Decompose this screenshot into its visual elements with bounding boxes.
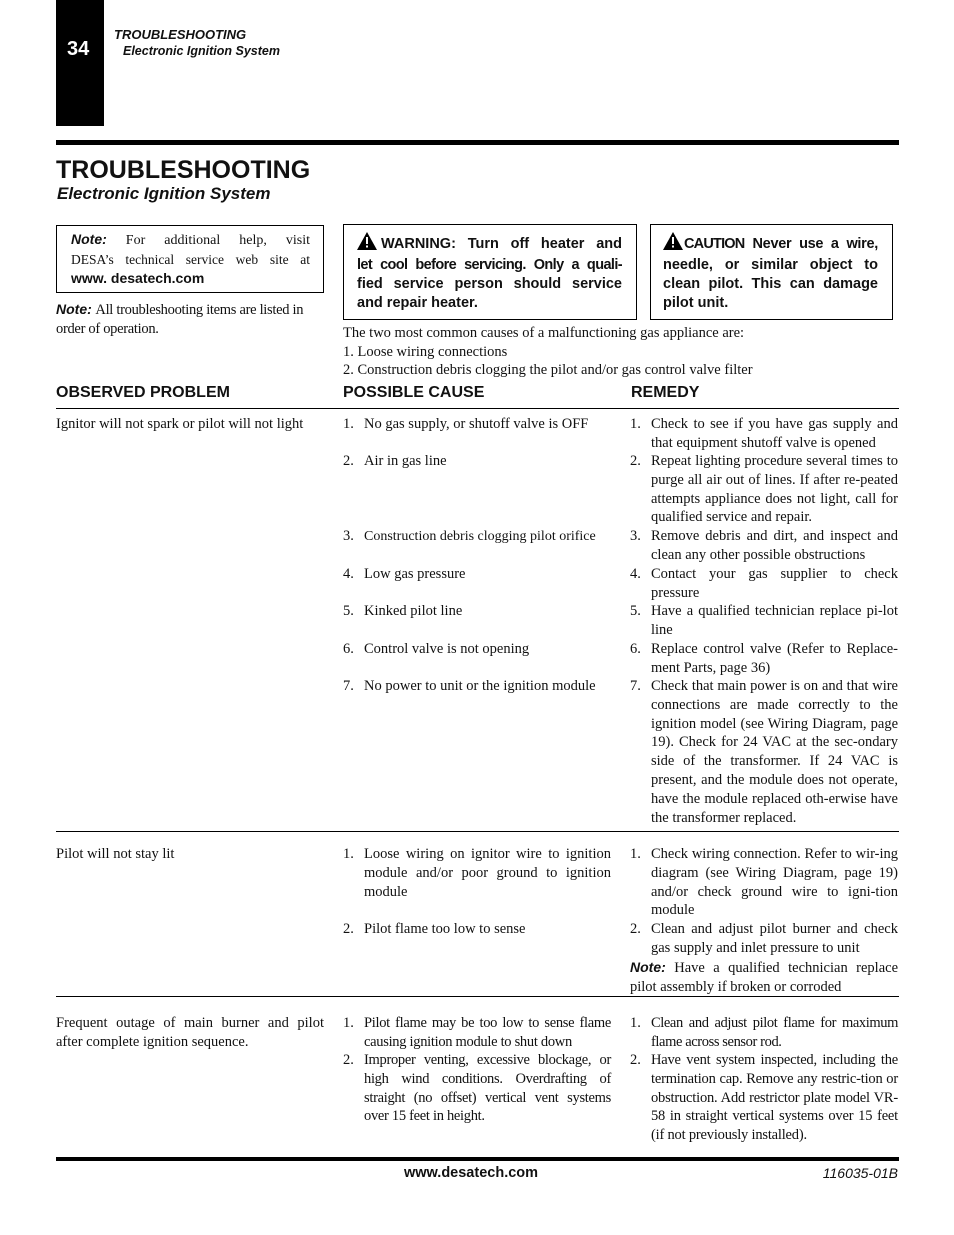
common-causes-intro	[343, 324, 899, 380]
problem-text: Frequent outage of main burner and pilot after complete ignition sequence.	[56, 1015, 324, 1050]
row-divider	[56, 996, 899, 997]
remedy-text: Clean and adjust pilot flame for maximum flame across sensor rod.	[651, 1015, 898, 1050]
remedy-text: Remove debris and dirt, and inspect and clean any other possible obstructions	[651, 528, 898, 563]
cause-number: 2.	[343, 453, 354, 469]
remedy-item	[630, 415, 898, 453]
column-header-problem: OBSERVED PROBLEM	[56, 384, 230, 401]
remedy-number: 2.	[630, 453, 641, 469]
remedy-text: Have a qualified technician replace pi-lot line	[651, 603, 898, 638]
remedy-note	[630, 958, 898, 997]
remedy-text: Check that main power is on and that wire connections are made correctly to the ignition model (see Wiring Diagram, page 19). Check for 24 VAC at the sec-ondary side of the transformer. If 24 VAC is present, and the module does not operate, have the module replaced oth-erwise have the transformer replaced.	[651, 678, 898, 826]
help-note-box	[56, 225, 324, 293]
remedy-item	[630, 527, 898, 565]
cause-text: Loose wiring on ignitor wire to ignition module and/or poor ground to ignition module	[364, 846, 611, 900]
cause-item	[343, 920, 615, 939]
intro-item: 1. Loose wiring connections	[343, 343, 508, 360]
intro-item: 2. Construction debris clogging the pilot and/or gas control valve filter	[343, 362, 753, 378]
cause-text: No power to unit or the ignition module	[364, 678, 596, 694]
cause-item	[343, 845, 611, 901]
remedy-number: 1.	[630, 1015, 641, 1031]
caution-icon	[663, 232, 683, 256]
cause-text: Control valve is not opening	[364, 641, 530, 657]
warning-label: WARNING:	[381, 236, 456, 252]
problem-text: Pilot will not stay lit	[56, 846, 175, 862]
column-header-remedy: REMEDY	[631, 384, 700, 401]
remedy-note-text: Have a qualified technician replace pilot assembly if broken or corroded	[630, 960, 899, 995]
cause-text: Construction debris clogging pilot orifice	[364, 529, 596, 544]
remedy-number: 4.	[630, 566, 641, 582]
warning-box	[343, 224, 637, 320]
remedy-text: Repeat lighting procedure several times to purge all air out of lines. If after re-peated attempts appliance does not light, call for qualified service and repair.	[651, 453, 898, 526]
note-label: Note:	[630, 959, 666, 975]
remedy-item	[630, 920, 898, 958]
remedy-text: Contact your gas supplier to check pressure	[651, 566, 898, 601]
cause-item	[343, 1014, 611, 1052]
remedy-number: 6.	[630, 641, 641, 657]
remedy-number: 7.	[630, 678, 641, 694]
remedy-item	[630, 845, 898, 920]
cause-number: 4.	[343, 566, 354, 582]
remedy-item	[630, 1014, 898, 1052]
note-line-1: For additional help, visit	[125, 233, 310, 248]
cause-item	[343, 527, 615, 547]
column-header-cause: POSSIBLE CAUSE	[343, 384, 485, 401]
cause-number: 3.	[343, 528, 354, 544]
remedy-item	[630, 565, 898, 603]
remedy-number: 1.	[630, 846, 641, 862]
order-note-text: All troubleshooting items are listed in order of operation.	[56, 302, 304, 337]
problem-text: Ignitor will not spark or pilot will not light	[56, 416, 304, 432]
cause-number: 1.	[343, 846, 354, 862]
cause-number: 2.	[343, 1052, 354, 1068]
page-title: TROUBLESHOOTING	[56, 156, 311, 184]
cause-item	[343, 602, 615, 621]
cause-item	[343, 677, 623, 696]
remedy-text: Replace control valve (Refer to Replace-ment Parts, page 36)	[651, 641, 898, 676]
remedy-text: Have vent system inspected, including the termination cap. Remove any restric-tion or obstruction. Add restrictor plate model VR-58 in straight vertical systems over 15 feet (if not previously installed).	[651, 1052, 898, 1144]
cause-text: Low gas pressure	[364, 566, 466, 582]
order-note	[56, 300, 324, 339]
cause-number: 1.	[343, 416, 354, 432]
remedy-item	[630, 1051, 898, 1145]
cause-item	[343, 565, 615, 584]
intro-lead: The two most common causes of a malfunctioning gas appliance are:	[343, 325, 745, 341]
caution-line: clean pilot. This can damage	[663, 276, 878, 292]
header-rule	[56, 140, 899, 145]
warning-icon	[357, 232, 377, 256]
cause-number: 1.	[343, 1015, 354, 1031]
caution-label: CAUTION	[684, 236, 745, 252]
cause-item	[343, 640, 615, 659]
caution-line: Never use a wire,	[752, 236, 878, 252]
warning-line: fied service person should service	[357, 276, 622, 292]
cause-item	[343, 1051, 611, 1126]
page-subtitle: Electronic Ignition System	[57, 184, 271, 203]
cause-number: 6.	[343, 641, 354, 657]
row-divider	[56, 831, 899, 832]
page-number-tab	[56, 0, 104, 126]
remedy-item	[630, 640, 898, 678]
cause-text: Improper venting, excessive blockage, or high wind conditions. Overdrafting of straight (no offset) vertical vent systems over 15 feet in height.	[364, 1052, 611, 1125]
running-header-subsection: Electronic Ignition System	[123, 44, 280, 58]
remedy-text: Clean and adjust pilot burner and check gas supply and inlet pressure to unit	[651, 921, 898, 956]
cause-item	[343, 415, 615, 434]
warning-line: let cool before servicing. Only a quali-	[357, 257, 622, 273]
running-header-section: TROUBLESHOOTING	[114, 27, 247, 42]
help-url[interactable]: www. desatech.com	[71, 270, 205, 286]
footer-url[interactable]: www.desatech.com	[404, 1165, 539, 1181]
footer-rule	[56, 1157, 899, 1161]
note-line-2: DESA’s technical service web site at	[71, 252, 310, 267]
remedy-item	[630, 452, 898, 527]
document-code: 116035-01B	[822, 1165, 898, 1181]
remedy-number: 3.	[630, 528, 641, 544]
remedy-number: 2.	[630, 921, 641, 937]
remedy-number: 5.	[630, 603, 641, 619]
remedy-text: Check wiring connection. Refer to wir-ing diagram (see Wiring Diagram, page 19) and/or check ground wire to igni-tion module	[651, 846, 898, 919]
cause-text: Pilot flame too low to sense	[364, 921, 526, 937]
cause-text: Kinked pilot line	[364, 603, 463, 619]
caution-line: pilot unit.	[663, 295, 729, 311]
remedy-item	[630, 602, 898, 640]
cause-text: Pilot flame may be too low to sense flame causing ignition module to shut down	[364, 1015, 611, 1050]
caution-line: needle, or similar object to	[663, 257, 878, 273]
cause-text: No gas supply, or shutoff valve is OFF	[364, 416, 589, 432]
remedy-number: 1.	[630, 416, 641, 432]
warning-line: and repair heater.	[357, 295, 478, 311]
remedy-number: 2.	[630, 1052, 641, 1068]
cause-text: Air in gas line	[364, 453, 447, 469]
table-header-rule	[56, 408, 899, 409]
cause-number: 7.	[343, 678, 354, 694]
cause-number: 5.	[343, 603, 354, 619]
remedy-text: Check to see if you have gas supply and that equipment shutoff valve is opened	[651, 416, 898, 451]
note-label: Note:	[71, 231, 107, 247]
cause-item	[343, 452, 615, 471]
warning-line: Turn off heater and	[467, 236, 622, 252]
remedy-item	[630, 677, 898, 827]
note-label: Note:	[56, 301, 92, 317]
caution-box	[650, 224, 893, 320]
page-number: 34	[67, 38, 90, 60]
cause-number: 2.	[343, 921, 354, 937]
